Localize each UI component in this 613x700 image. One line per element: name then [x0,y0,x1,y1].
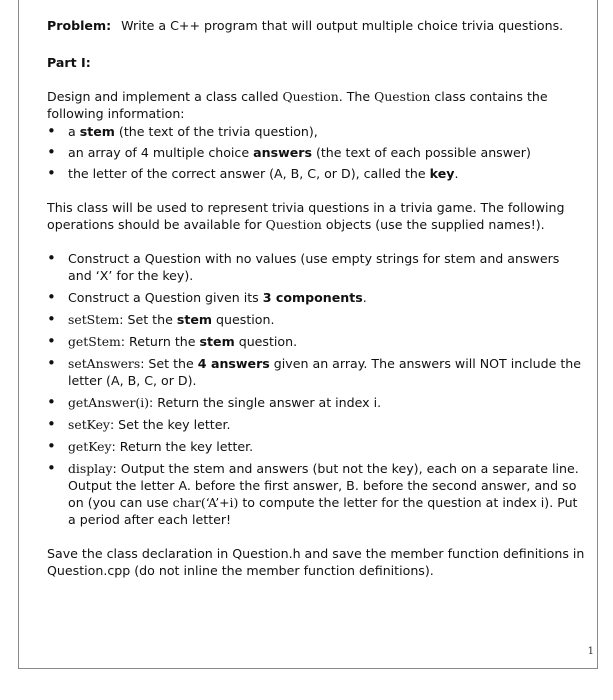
op-bold: 4 answers [197,356,270,371]
op-text: : Return the [120,334,200,349]
problem-text: Write a C++ program that will output multiple choice trivia questions. [121,18,564,33]
item-bold: answers [253,145,312,160]
op-bold: 3 components [262,290,363,305]
method-name: getStem [68,334,121,349]
method-name: setAnswers [68,356,141,371]
item-bold: stem [79,124,115,139]
save-instructions: Save the class declaration in Question.h and save the member function definitions in Question.cpp (do not inline the member function definitions). [47,546,585,578]
code-snippet: char(‘A’+i) [172,495,239,510]
method-name: setKey [68,417,110,432]
list-item [47,250,587,284]
list-item [47,123,587,140]
list-item [47,333,587,350]
op-text: Construct a Question with no values (use empty strings for stem and answers and ‘X’ for the key). [68,251,560,283]
problem-label: Problem: [47,18,112,33]
list-item [47,416,587,433]
op-text: question. [212,312,275,327]
op-text: : Set the [140,356,198,371]
document-body [47,17,587,579]
item-bold: key [429,166,455,181]
op-text: given an array. The answers will NOT include the letter (A, B, C, or D). [68,356,582,388]
item-text: . [454,166,459,181]
class-name: Question [265,217,322,232]
part-title: Part I: [47,55,91,70]
operations-intro [47,199,587,233]
class-name: Question [374,89,431,104]
list-item [47,165,587,182]
list-item [47,355,587,389]
op-bold: stem [199,334,235,349]
class-intro-text-b: . The [338,89,375,104]
item-text: an array of 4 multiple choice [68,145,254,160]
item-text: (the text of each possible answer) [311,145,531,160]
list-item [47,394,587,411]
item-text: (the text of the trivia question), [114,124,318,139]
class-intro-text-a: Design and implement a class called [47,89,283,104]
method-name: getAnswer(i) [68,395,150,410]
class-intro [47,88,587,122]
operations-list [47,250,587,528]
op-text: : Set the [119,312,177,327]
class-name: Question [282,89,339,104]
class-intro-text-c: class contains the following information: [47,89,548,121]
op-text: : Output the stem and answers (but not the key), each on a separate line. Output the letter A. before the first answer, B. before the second answer, and so on (you can use [68,461,579,510]
ops-intro-text-b: objects (use the supplied names!). [321,217,545,232]
method-name: getKey [68,439,112,454]
ops-intro-text-a: This class will be used to represent trivia questions in a trivia game. The following operations should be available for [47,200,565,232]
op-text: : Return the single answer at index i. [149,395,382,410]
op-text: . [362,290,367,305]
list-item [47,438,587,455]
list-item [47,144,587,161]
op-text: : Return the key letter. [111,439,254,454]
op-bold: stem [176,312,213,327]
method-name: display [68,461,113,476]
class-info-list [47,123,587,182]
list-item [47,289,587,306]
problem-statement [47,17,587,34]
list-item [47,311,587,328]
op-text: Construct a Question given its [68,290,263,305]
method-name: setStem [68,312,120,327]
item-text: a [68,124,80,139]
item-text: the letter of the correct answer (A, B, C, or D), called the [68,166,430,181]
op-text: question. [234,334,298,349]
op-text: to compute the letter for the question at index i). Put a period after each letter! [68,495,578,527]
list-item [47,460,587,528]
page-number: 1 [587,646,594,657]
op-text: : Set the key letter. [109,417,231,432]
